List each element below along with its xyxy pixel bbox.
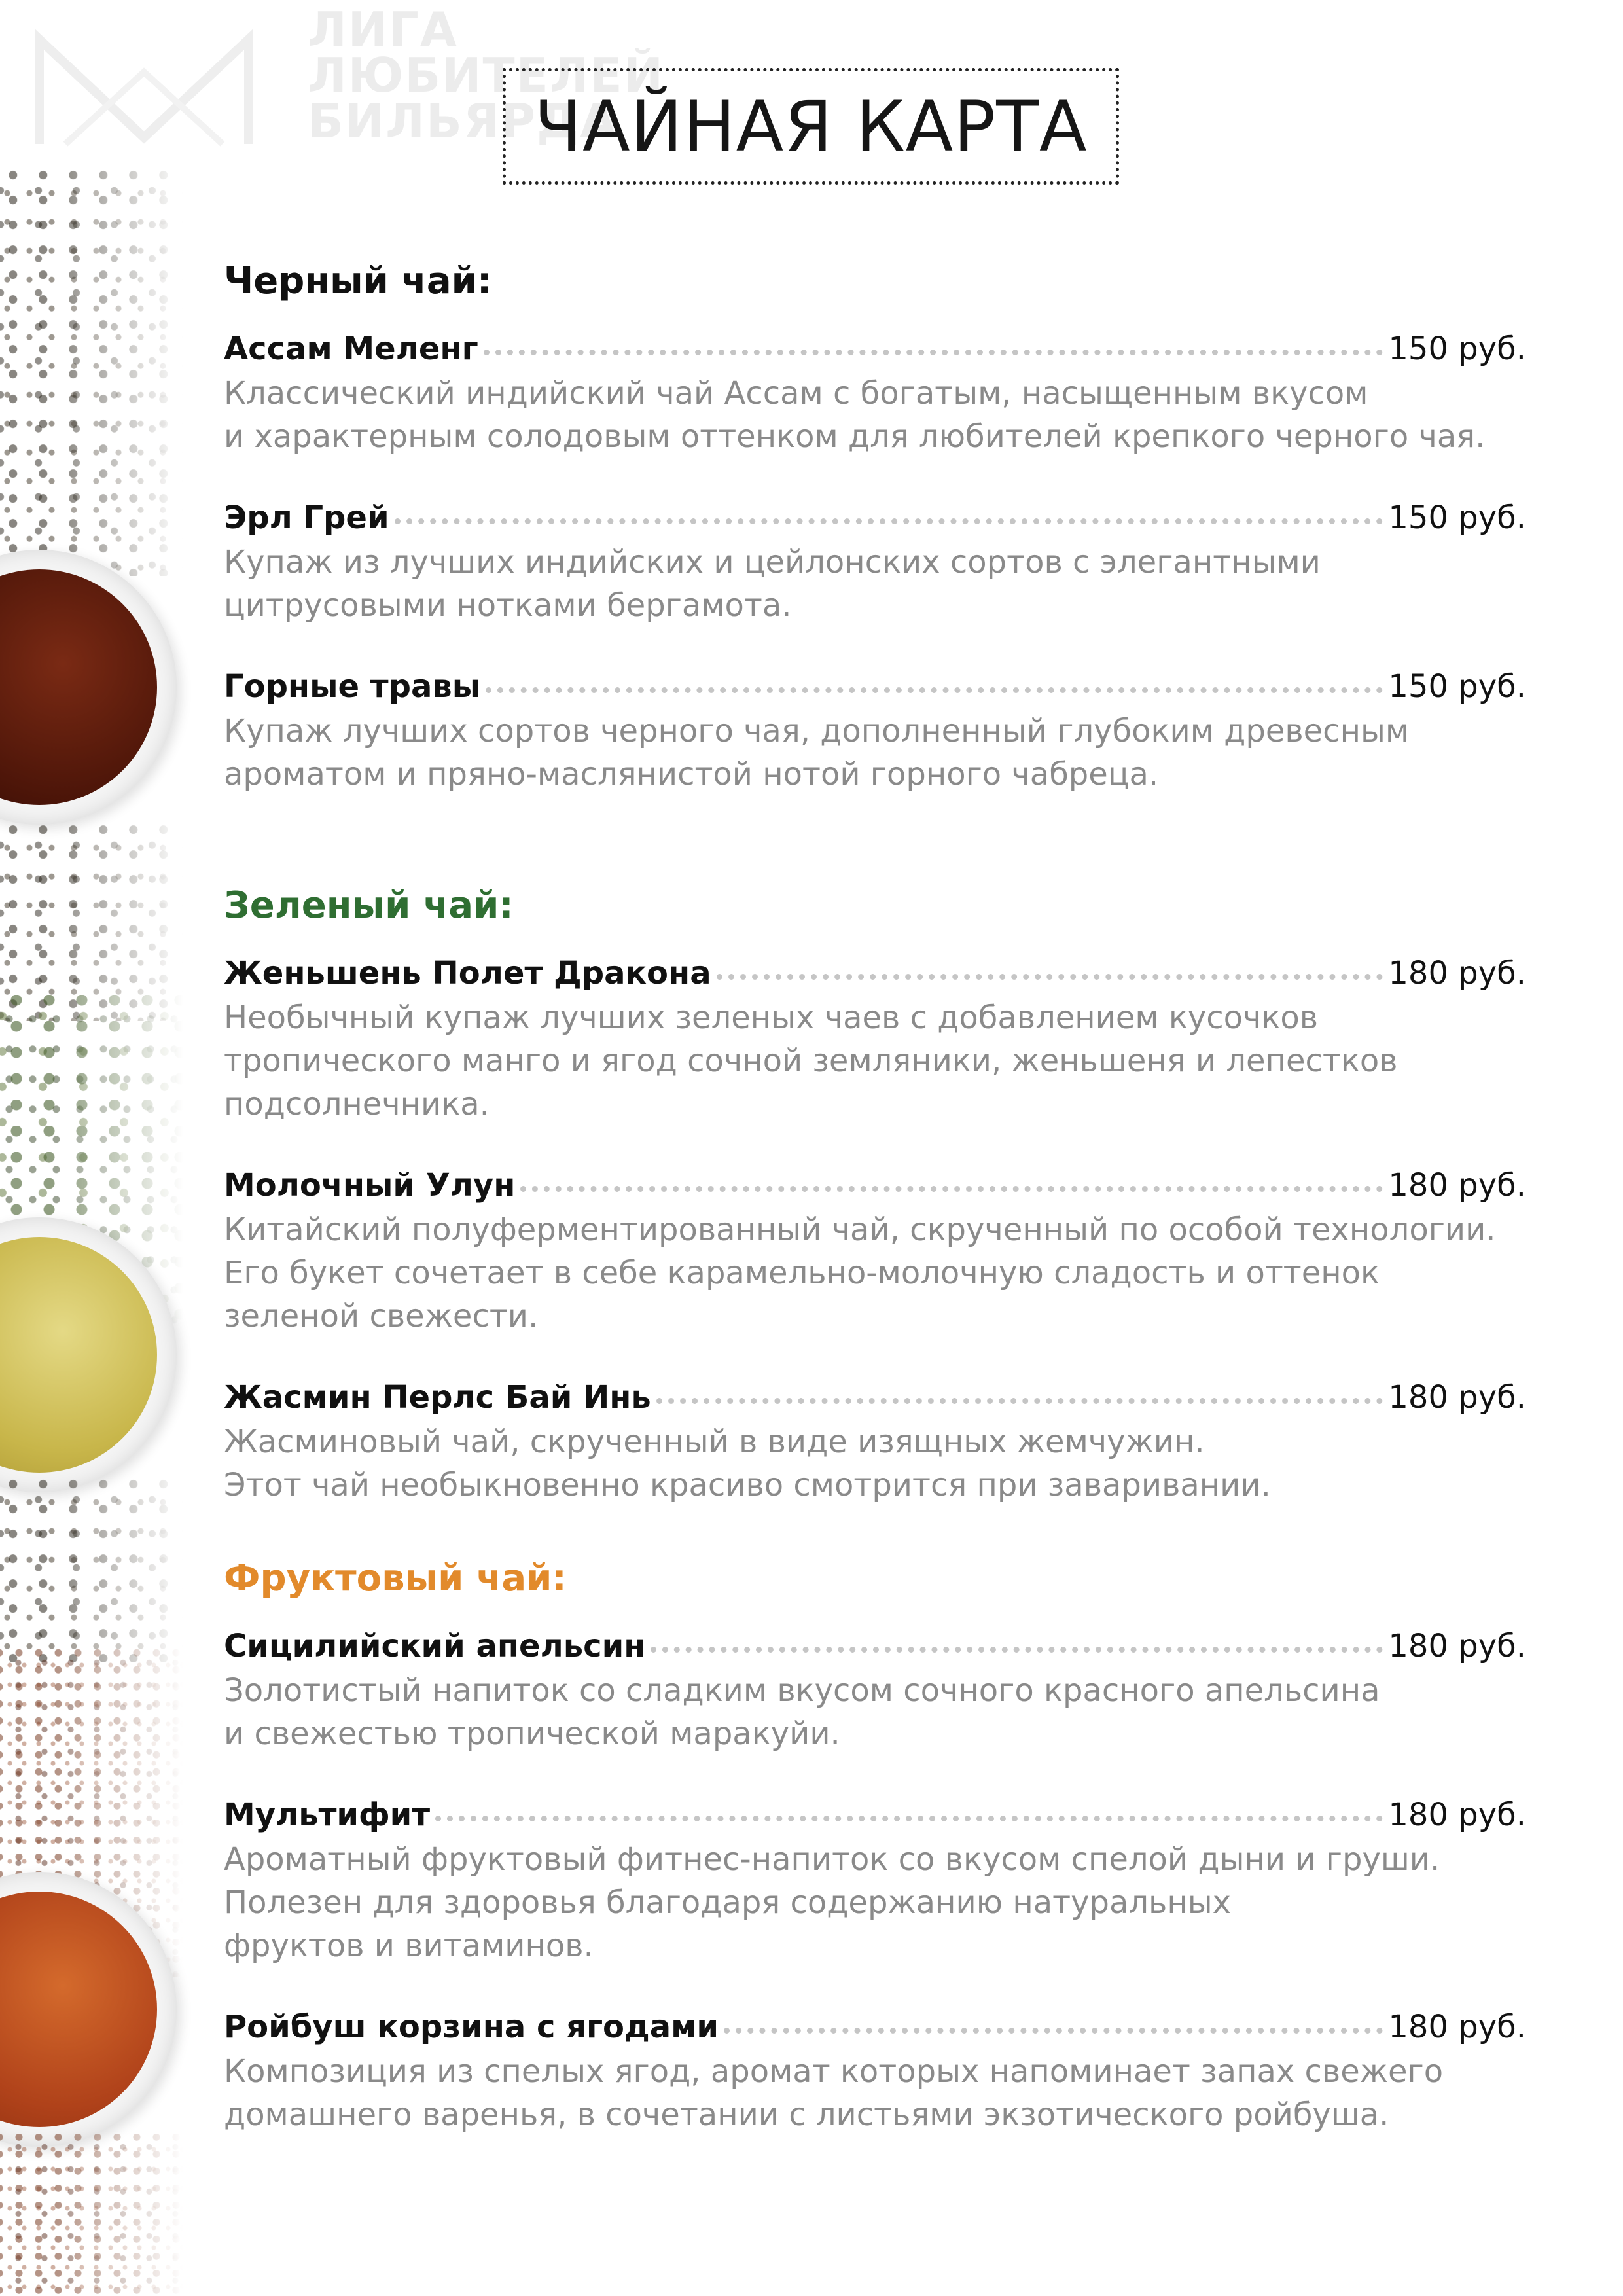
fruit-tea-leaves-image — [0, 2134, 183, 2296]
dot-leader — [717, 974, 1383, 980]
section-title: Черный чай: — [224, 260, 492, 302]
item-price: 180 руб. — [1388, 1797, 1526, 1833]
menu-section-green-tea — [224, 880, 1526, 1507]
item-name: Сицилийский апельсин — [224, 1628, 646, 1664]
item-price: 180 руб. — [1388, 2009, 1526, 2045]
item-name: Мультифит — [224, 1797, 431, 1833]
item-price: 180 руб. — [1388, 1167, 1526, 1204]
item-description: Купаж лучших сортов черного чая, дополненный глубоким древесным ароматом и пряно-маслянистой нотой горного чабреца. — [224, 713, 1410, 793]
black-tea-cup-image — [0, 550, 177, 825]
logo-line: ЛЮБИТЕЛЕЙ — [308, 48, 664, 103]
item-name: Ассам Меленг — [224, 331, 478, 367]
dot-leader — [395, 518, 1383, 524]
item-description: Необычный купаж лучших зеленых чаев с добавлением кусочков тропического манго и ягод сочной земляники, женьшеня и лепестков подсолнечника. — [224, 999, 1398, 1122]
mixed-tea-leaves-image — [0, 1479, 183, 1662]
menu-item — [224, 1793, 1526, 1967]
menu-item — [224, 1164, 1526, 1338]
menu-item — [224, 496, 1526, 627]
item-name: Женьшень Полет Дракона — [224, 955, 711, 992]
menu-item — [224, 1624, 1526, 1755]
dot-leader — [435, 1816, 1383, 1821]
item-description: Ароматный фруктовый фитнес-напиток со вкусом спелой дыни и груши. Полезен для здоровья благодаря содержанию натуральных фруктов и витаминов. — [224, 1841, 1440, 1964]
page-title: ЧАЙНАЯ КАРТА — [534, 86, 1088, 167]
menu-item — [224, 327, 1526, 458]
menu-section-black-tea — [224, 255, 1526, 796]
section-title: Зеленый чай: — [224, 884, 514, 927]
item-name: Эрл Грей — [224, 499, 389, 536]
dot-leader — [656, 1398, 1383, 1404]
menu-item — [224, 2005, 1526, 2136]
title-frame — [503, 68, 1119, 185]
item-name: Жасмин Перлс Бай Инь — [224, 1379, 651, 1416]
logo-mark — [26, 13, 275, 164]
black-tea-leaves-image — [0, 825, 183, 1021]
dot-leader — [484, 350, 1383, 355]
item-description: Китайский полуферментированный чай, скрученный по особой технологии. Его букет сочетает в себе карамельно-молочную сладость и оттенок зеленой свежести. — [224, 1211, 1496, 1335]
dot-leader — [486, 687, 1383, 693]
item-price: 180 руб. — [1388, 1628, 1526, 1664]
item-price: 150 руб. — [1388, 668, 1526, 705]
dot-leader — [651, 1647, 1383, 1653]
logo-line: БИЛЬЯРДА — [308, 94, 618, 149]
item-name: Молочный Улун — [224, 1167, 516, 1204]
item-description: Жасминовый чай, скрученный в виде изящных жемчужин. Этот чай необыкновенно красиво смотрится при заваривании. — [224, 1424, 1271, 1503]
item-description: Золотистый напиток со сладким вкусом сочного красного апельсина и свежестью тропической маракуйи. — [224, 1672, 1380, 1752]
menu-item — [224, 1376, 1526, 1507]
menu-item — [224, 665, 1526, 796]
black-tea-leaves-image — [0, 170, 183, 576]
item-price: 180 руб. — [1388, 955, 1526, 992]
tea-decoration-strip — [0, 170, 196, 2296]
item-description: Классический индийский чай Ассам с богатым, насыщенным вкусом и характерным солодовым оттенком для любителей крепкого черного чая. — [224, 375, 1486, 455]
menu-item — [224, 952, 1526, 1126]
dot-leader — [724, 2028, 1383, 2034]
item-price: 150 руб. — [1388, 331, 1526, 367]
menu-section-fruit-tea — [224, 1552, 1526, 2136]
item-price: 150 руб. — [1388, 499, 1526, 536]
item-name: Горные травы — [224, 668, 481, 705]
logo-line: ЛИГА — [308, 2, 458, 57]
section-title: Фруктовый чай: — [224, 1557, 567, 1600]
dot-leader — [520, 1186, 1383, 1192]
item-description: Композиция из спелых ягод, аромат которых напоминает запах свежего домашнего варенья, в сочетании с листьями экзотического ройбуша. — [224, 2053, 1444, 2133]
tea-menu — [224, 255, 1526, 2136]
item-name: Ройбуш корзина с ягодами — [224, 2009, 719, 2045]
logo-wordmark — [308, 2, 664, 149]
item-price: 180 руб. — [1388, 1379, 1526, 1416]
item-description: Купаж из лучших индийских и цейлонских сортов с элегантными цитрусовыми нотками бергамота. — [224, 544, 1321, 624]
